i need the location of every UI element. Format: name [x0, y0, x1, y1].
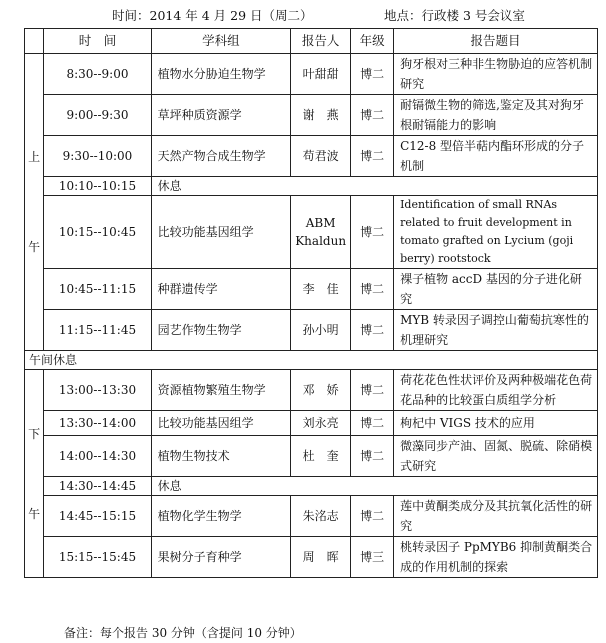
- row-topic: 裸子植物 accD 基因的分子进化研究: [394, 269, 598, 310]
- row-break-label: 休息: [151, 177, 597, 196]
- row-topic: Identification of small RNAs related to fruit development in tomato grafted on Lycium (goji berry) rootstock: [394, 196, 598, 269]
- col-group: 学科组: [151, 29, 290, 54]
- row-time: 13:30--14:00: [44, 411, 151, 436]
- row-grade: 博二: [351, 411, 394, 436]
- row-speaker: 苟君波: [291, 136, 351, 177]
- table-row: [25, 537, 598, 578]
- table-row: [25, 95, 598, 136]
- row-grade: 博二: [351, 196, 394, 269]
- row-time: 14:00--14:30: [44, 436, 151, 477]
- row-group: 天然产物合成生物学: [151, 136, 290, 177]
- row-speaker: 刘永亮: [291, 411, 351, 436]
- row-time: 14:30--14:45: [44, 477, 151, 496]
- row-group: 种群遗传学: [151, 269, 290, 310]
- row-speaker: ABM Khaldun: [291, 196, 351, 269]
- row-group: 资源植物繁殖生物学: [151, 370, 290, 411]
- row-grade: 博二: [351, 54, 394, 95]
- table-row: [25, 411, 598, 436]
- table-row: [25, 269, 598, 310]
- period-char: 午: [28, 506, 41, 521]
- table-row: [25, 54, 598, 95]
- table-row: [25, 496, 598, 537]
- row-group: 植物化学生物学: [151, 496, 290, 537]
- row-group: 园艺作物生物学: [151, 310, 290, 351]
- row-group: 比较功能基因组学: [151, 196, 290, 269]
- row-time: 9:00--9:30: [44, 95, 151, 136]
- lunch-break: 午间休息: [25, 351, 598, 370]
- row-topic: 耐镉微生物的筛选,鉴定及其对狗牙根耐镉能力的影响: [394, 95, 598, 136]
- row-speaker: 叶甜甜: [291, 54, 351, 95]
- row-break-label: 休息: [151, 477, 597, 496]
- table-row: [25, 370, 598, 411]
- period-afternoon: [25, 370, 44, 578]
- table-row: [25, 136, 598, 177]
- col-period: [25, 29, 44, 54]
- row-grade: 博二: [351, 269, 394, 310]
- row-topic: 桃转录因子 PpMYB6 抑制黄酮类合成的作用机制的探索: [394, 537, 598, 578]
- row-speaker: 谢 燕: [291, 95, 351, 136]
- schedule-table: [24, 28, 598, 578]
- meeting-date: 时间：2014 年 4 月 29 日（周二）: [112, 8, 313, 23]
- row-group: 植物生物技术: [151, 436, 290, 477]
- row-speaker: 朱洺志: [291, 496, 351, 537]
- row-topic: 狗牙根对三种非生物胁迫的应答机制研究: [394, 54, 598, 95]
- table-row: [25, 310, 598, 351]
- row-topic: 荷花花色性状评价及两种极端花色荷花品种的比较蛋白质组学分析: [394, 370, 598, 411]
- row-grade: 博二: [351, 136, 394, 177]
- row-time: 9:30--10:00: [44, 136, 151, 177]
- row-topic: 微藻同步产油、固氮、脱硫、除硝模式研究: [394, 436, 598, 477]
- row-grade: 博二: [351, 370, 394, 411]
- row-group: 比较功能基因组学: [151, 411, 290, 436]
- col-speaker: 报告人: [291, 29, 351, 54]
- row-speaker: 周 晖: [291, 537, 351, 578]
- period-char: 下: [28, 426, 41, 441]
- row-topic: 枸杞中 VIGS 技术的应用: [394, 411, 598, 436]
- row-group: 草坪种质资源学: [151, 95, 290, 136]
- row-topic: 莲中黄酮类成分及其抗氧化活性的研究: [394, 496, 598, 537]
- table-row-break: [25, 177, 598, 196]
- row-speaker: 孙小明: [291, 310, 351, 351]
- row-time: 10:15--10:45: [44, 196, 151, 269]
- row-group: 果树分子育种学: [151, 537, 290, 578]
- row-grade: 博三: [351, 537, 394, 578]
- period-char: 午: [28, 240, 41, 254]
- header-line: [0, 4, 606, 24]
- row-grade: 博二: [351, 496, 394, 537]
- row-time: 14:45--15:15: [44, 496, 151, 537]
- row-group: 植物水分胁迫生物学: [151, 54, 290, 95]
- row-time: 8:30--9:00: [44, 54, 151, 95]
- row-topic: MYB 转录因子调控山葡萄抗寒性的机理研究: [394, 310, 598, 351]
- row-grade: 博二: [351, 95, 394, 136]
- meeting-location: 地点：行政楼 3 号会议室: [384, 8, 525, 23]
- row-speaker: 李 佳: [291, 269, 351, 310]
- row-time: 11:15--11:45: [44, 310, 151, 351]
- row-grade: 博二: [351, 310, 394, 351]
- table-header-row: [25, 29, 598, 54]
- row-speaker: 邓 娇: [291, 370, 351, 411]
- period-char: 上: [28, 150, 41, 164]
- period-morning: [25, 54, 44, 351]
- col-topic: 报告题目: [394, 29, 598, 54]
- row-time: 10:45--11:15: [44, 269, 151, 310]
- col-grade: 年级: [351, 29, 394, 54]
- col-time: 时 间: [44, 29, 151, 54]
- footer-note: 备注：每个报告 30 分钟（含提问 10 分钟）: [64, 626, 302, 640]
- table-row: [25, 196, 598, 269]
- row-time: 15:15--15:45: [44, 537, 151, 578]
- table-row-break: [25, 477, 598, 496]
- row-time: 10:10--10:15: [44, 177, 151, 196]
- row-topic: C12-8 型倍半萜内酯环形成的分子机制: [394, 136, 598, 177]
- table-row: [25, 436, 598, 477]
- table-row-lunch: [25, 351, 598, 370]
- row-speaker: 杜 奎: [291, 436, 351, 477]
- row-time: 13:00--13:30: [44, 370, 151, 411]
- row-grade: 博二: [351, 436, 394, 477]
